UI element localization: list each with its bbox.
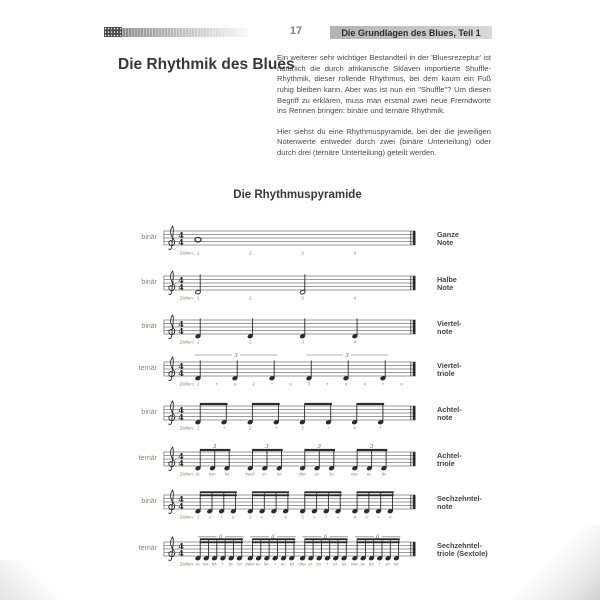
svg-text:lei-: lei-	[368, 561, 375, 567]
svg-text:Zählen:: Zählen:	[179, 250, 194, 256]
svg-text:u: u	[233, 381, 237, 387]
svg-text:Zählen:: Zählen:	[179, 295, 194, 301]
svg-text:lei: lei	[289, 561, 294, 567]
svg-text:3: 3	[301, 295, 304, 301]
svg-text:lei: lei	[329, 471, 334, 477]
svg-text:lei: lei	[224, 471, 230, 477]
note-name-label: Achtel- triole	[437, 450, 462, 469]
note-name-label: Ganze Note	[437, 229, 459, 248]
svg-text:lei-: lei-	[264, 561, 270, 567]
svg-text:lei: lei	[341, 561, 347, 567]
svg-text:2: 2	[249, 514, 252, 520]
division-label: binär	[141, 409, 157, 416]
page-number: 17	[289, 25, 303, 37]
svg-text:2: 2	[248, 339, 252, 345]
svg-text:lei-: lei-	[316, 561, 322, 567]
svg-text:2: 2	[252, 381, 255, 387]
chapter-title: Die Grundlagen des Blues, Teil 1	[341, 27, 481, 38]
svg-text:zwei-: zwei-	[245, 561, 256, 567]
svg-text:vier-: vier-	[350, 471, 359, 477]
svg-text:6: 6	[375, 534, 380, 541]
svg-text:ner-: ner-	[208, 471, 217, 477]
svg-text:4: 4	[178, 282, 184, 292]
division-label: ternär	[138, 455, 157, 462]
svg-text:4: 4	[178, 540, 184, 551]
svg-text:+: +	[220, 514, 223, 520]
svg-text:+: +	[221, 561, 225, 567]
note-name-label: Sechzehntel- triole (Sextole)	[437, 540, 488, 559]
svg-text:+: +	[272, 514, 276, 520]
svg-text:4: 4	[178, 412, 184, 422]
svg-text:1: 1	[196, 295, 200, 301]
svg-text:Zählen:: Zählen:	[179, 471, 194, 477]
svg-text:4: 4	[353, 339, 357, 345]
svg-text:+: +	[378, 561, 382, 567]
svg-text:4: 4	[178, 548, 184, 558]
svg-text:3: 3	[307, 381, 311, 387]
svg-text:4: 4	[178, 450, 184, 461]
article-title: Die Rhythmik des Blues	[118, 56, 295, 73]
svg-text:1: 1	[196, 250, 200, 256]
svg-text:lei: lei	[277, 471, 282, 477]
svg-text:2: 2	[248, 295, 252, 301]
svg-text:+: +	[215, 381, 218, 387]
svg-text:er-: er-	[360, 561, 366, 567]
svg-text:2: 2	[248, 250, 252, 256]
svg-text:ei-: ei-	[195, 561, 201, 567]
division-label: binär	[141, 234, 157, 241]
svg-text:3: 3	[301, 514, 304, 520]
svg-text:4: 4	[178, 360, 184, 371]
division-label: binär	[141, 279, 157, 286]
division-label: binär	[141, 498, 157, 505]
svg-text:drei-: drei-	[298, 471, 307, 477]
svg-text:vier-: vier-	[350, 561, 359, 567]
svg-text:+: +	[274, 425, 278, 431]
svg-text:4: 4	[178, 229, 184, 240]
svg-text:drei-: drei-	[298, 561, 307, 567]
svg-text:2: 2	[248, 425, 252, 431]
svg-text:3: 3	[234, 352, 238, 359]
pyramid-title: Die Rhythmuspyramide	[233, 189, 362, 201]
svg-text:3: 3	[301, 250, 304, 256]
svg-text:Zählen:: Zählen:	[179, 339, 194, 345]
svg-text:4: 4	[178, 368, 184, 378]
svg-text:4: 4	[178, 318, 184, 329]
svg-text:lei: lei	[237, 561, 242, 567]
division-label: ternär	[138, 545, 157, 552]
svg-text:Zählen:: Zählen:	[179, 514, 194, 520]
svg-text:3: 3	[265, 443, 269, 450]
svg-text:4: 4	[178, 274, 184, 285]
svg-text:3: 3	[317, 443, 322, 450]
svg-text:6: 6	[323, 534, 328, 541]
svg-text:+: +	[222, 425, 226, 431]
svg-text:4: 4	[178, 404, 184, 415]
svg-text:4: 4	[353, 514, 357, 520]
note-name-label: Halbe Note	[437, 274, 457, 293]
intro-paragraph-2: Hier siehst du eine Rhythmuspyramide, bei der die jeweiligen Notenwerte entweder durch zwei (binäre Unterteilung) oder durch drei (ternäre Unterteilung) geteilt werden.	[277, 126, 491, 157]
svg-text:+: +	[326, 381, 329, 387]
svg-text:e: e	[260, 514, 264, 520]
svg-text:e: e	[389, 514, 392, 520]
svg-text:6: 6	[271, 534, 275, 541]
svg-text:4: 4	[178, 493, 184, 504]
svg-text:er-: er-	[280, 561, 287, 567]
svg-text:er-: er-	[262, 471, 268, 477]
svg-text:e: e	[208, 514, 211, 520]
svg-text:+: +	[273, 561, 277, 567]
svg-text:e: e	[365, 514, 368, 520]
svg-text:+: +	[381, 381, 385, 387]
svg-text:u: u	[344, 381, 348, 387]
intro-paragraph-1: Ein weiterer sehr wichtiger Bestandteil in der 'Bluesrezeptur' ist natürlich die durch afrikanische Sklaven importierte Shuffle-Rhythmik, dieser rollende Rhythmus, bei dem kaum ein Fuß ruhig bleiben kann. Aber was ist nun ein "Shuffle"? Um diesen Begriff zu erklären, muss man erstmal zwei neue Fremdworte ins Rennen bringen: binäre und ternäre Rhythmik.	[277, 53, 491, 116]
svg-text:1: 1	[196, 514, 200, 520]
note-name-label: Achtel- note	[437, 404, 462, 423]
division-label: ternär	[138, 365, 157, 372]
svg-text:4: 4	[353, 425, 356, 431]
svg-text:Zählen:: Zählen:	[179, 425, 194, 431]
svg-text:zwei-: zwei-	[245, 471, 256, 477]
svg-text:ner-: ner-	[202, 561, 211, 567]
svg-text:+: +	[377, 514, 380, 520]
svg-text:+: +	[324, 514, 328, 520]
note-name-label: Sechzehntel- note	[437, 493, 483, 512]
svg-text:3: 3	[301, 425, 304, 431]
page-curl-left	[0, 560, 70, 600]
svg-text:lei-: lei-	[211, 561, 218, 567]
svg-text:e: e	[313, 514, 316, 520]
svg-text:4: 4	[178, 326, 184, 336]
svg-text:u: u	[400, 381, 403, 387]
svg-text:6: 6	[219, 534, 223, 541]
svg-text:4: 4	[353, 295, 357, 301]
svg-text:er-: er-	[256, 561, 262, 567]
svg-text:4: 4	[178, 501, 184, 511]
svg-text:3: 3	[301, 339, 304, 345]
note-name-label: Viertel- note	[437, 318, 462, 337]
svg-text:e: e	[336, 514, 340, 520]
svg-text:1: 1	[196, 381, 200, 387]
svg-text:e: e	[284, 514, 287, 520]
svg-text:er-: er-	[308, 561, 314, 567]
svg-text:u: u	[289, 381, 292, 387]
svg-text:+: +	[326, 561, 329, 567]
svg-text:4: 4	[178, 237, 184, 247]
svg-text:lei: lei	[381, 471, 387, 477]
svg-text:er-: er-	[366, 471, 372, 477]
svg-text:ei-: ei-	[195, 471, 201, 477]
svg-text:3: 3	[369, 443, 374, 450]
svg-text:er-: er-	[333, 561, 339, 567]
svg-text:Zählen:: Zählen:	[179, 561, 194, 567]
svg-text:4: 4	[353, 250, 357, 256]
svg-text:lei: lei	[394, 561, 399, 567]
svg-text:er-: er-	[228, 561, 234, 567]
svg-text:er-: er-	[314, 471, 320, 477]
svg-text:4: 4	[363, 381, 366, 387]
svg-text:er-: er-	[385, 561, 391, 567]
svg-text:1: 1	[196, 425, 200, 431]
svg-text:3: 3	[345, 352, 349, 359]
note-name-label: Viertel- triole	[437, 360, 462, 379]
svg-text:3: 3	[212, 443, 217, 450]
svg-text:e: e	[232, 514, 235, 520]
division-label: binär	[141, 323, 157, 330]
svg-text:+: +	[270, 381, 274, 387]
svg-text:+: +	[379, 425, 383, 431]
svg-text:1: 1	[196, 339, 200, 345]
page-curl-right	[505, 525, 600, 600]
svg-text:Zählen:: Zählen:	[179, 381, 194, 387]
svg-text:4: 4	[178, 458, 184, 468]
svg-text:+: +	[327, 425, 330, 431]
